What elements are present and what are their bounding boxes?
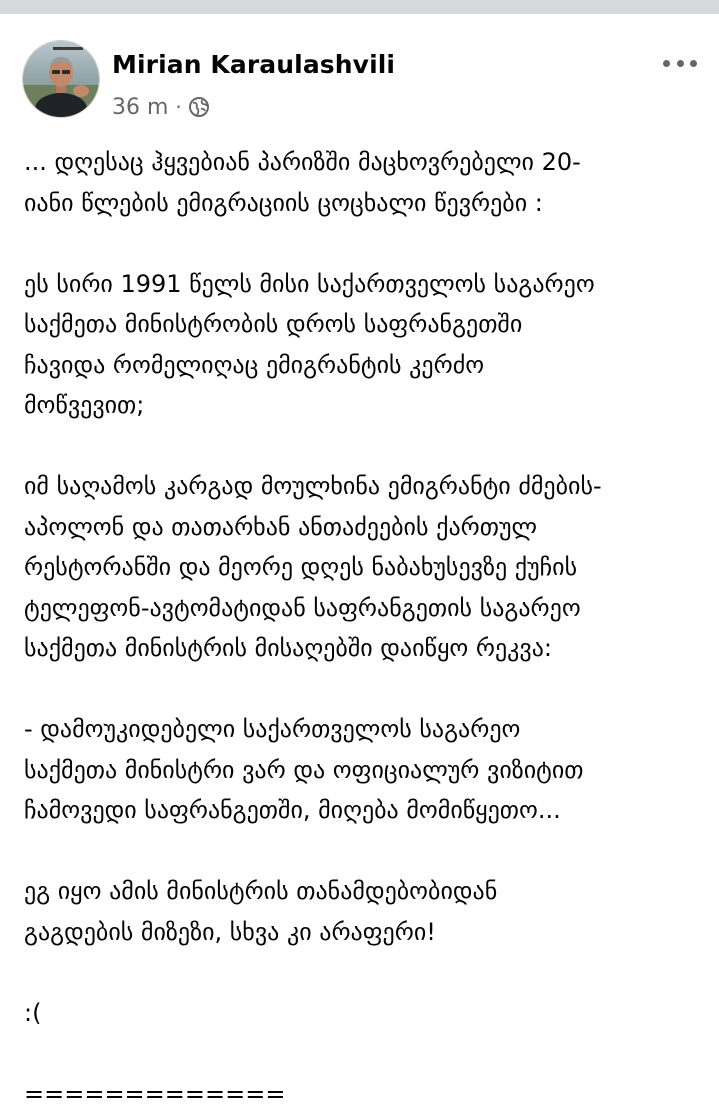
paragraph-gap: [24, 223, 704, 264]
post-text-line: - დამოუკიდებელი საქართველოს საგარეო: [24, 709, 704, 750]
post-text-line: მოწვევით;: [24, 385, 704, 426]
post-paragraph: [24, 264, 704, 426]
more-dot: [677, 60, 684, 67]
post-text-line: საქმეთა მინისტრის მისაღებში დაიწყო რეკვა:: [24, 628, 704, 669]
post-paragraph: [24, 1074, 704, 1114]
post-paragraph: [24, 993, 704, 1034]
post-paragraph: [24, 871, 704, 952]
paragraph-gap: [24, 426, 704, 467]
post-text-line: ჩამოვედი საფრანგეთში, მიღება მომიწყეთო...: [24, 790, 704, 831]
post-timestamp[interactable]: 36 m: [112, 95, 168, 120]
post-paragraph: [24, 142, 704, 223]
post-text-line: ეს სირი 1991 წელს მისი საქართველოს საგარეო: [24, 264, 704, 305]
post-text-line: ეგ იყო ამის მინისტრის თანამდებობიდან: [24, 871, 704, 912]
post-text-line: აპოლონ და თათარხან ანთაძეების ქართულ: [24, 507, 704, 548]
globe-icon[interactable]: [188, 96, 210, 118]
post-text-line: საქმეთა მინისტრი ვარ და ოფიციალურ ვიზიტით: [24, 750, 704, 791]
post-text-line: რესტორანში და მეორე დღეს ნაბახუსევზე ქუჩის: [24, 547, 704, 588]
more-dot: [690, 60, 697, 67]
post-text-line: იანი წლების ემიგრაციის ცოცხალი წევრები :: [24, 183, 704, 224]
post-text-line: ტელეფონ-ავტომატიდან საფრანგეთის საგარეო: [24, 588, 704, 629]
post-text-line: გაგდების მიზეზი, სხვა კი არაფერი!: [24, 912, 704, 953]
post-meta: [112, 92, 210, 122]
paragraph-gap: [24, 831, 704, 872]
post-text: [24, 142, 704, 1114]
post-text-line: :(: [24, 993, 704, 1034]
meta-separator: ·: [175, 95, 181, 119]
paragraph-gap: [24, 952, 704, 993]
post-text-line: ჩავიდა რომელიღაც ემიგრანტის კერძო: [24, 345, 704, 386]
post-text-line: საქმეთა მინისტრობის დროს საფრანგეთში: [24, 304, 704, 345]
more-options-icon[interactable]: [663, 52, 697, 74]
paragraph-gap: [24, 669, 704, 710]
post-paragraph: [24, 709, 704, 831]
post-text-line: იმ საღამოს კარგად მოულხინა ემიგრანტი ძმების-: [24, 466, 704, 507]
more-dot: [663, 60, 670, 67]
feed-top-separator: [0, 0, 719, 14]
post-paragraph: [24, 466, 704, 669]
paragraph-gap: [24, 1033, 704, 1074]
post-text-line: ... დღესაც ჰყვებიან პარიზში მაცხოვრებელი 20-: [24, 142, 704, 183]
author-name[interactable]: Mirian Karaulashvili: [112, 50, 395, 79]
author-avatar[interactable]: [22, 40, 100, 118]
avatar-photo: [23, 41, 99, 117]
post-text-line: =============: [24, 1074, 704, 1114]
